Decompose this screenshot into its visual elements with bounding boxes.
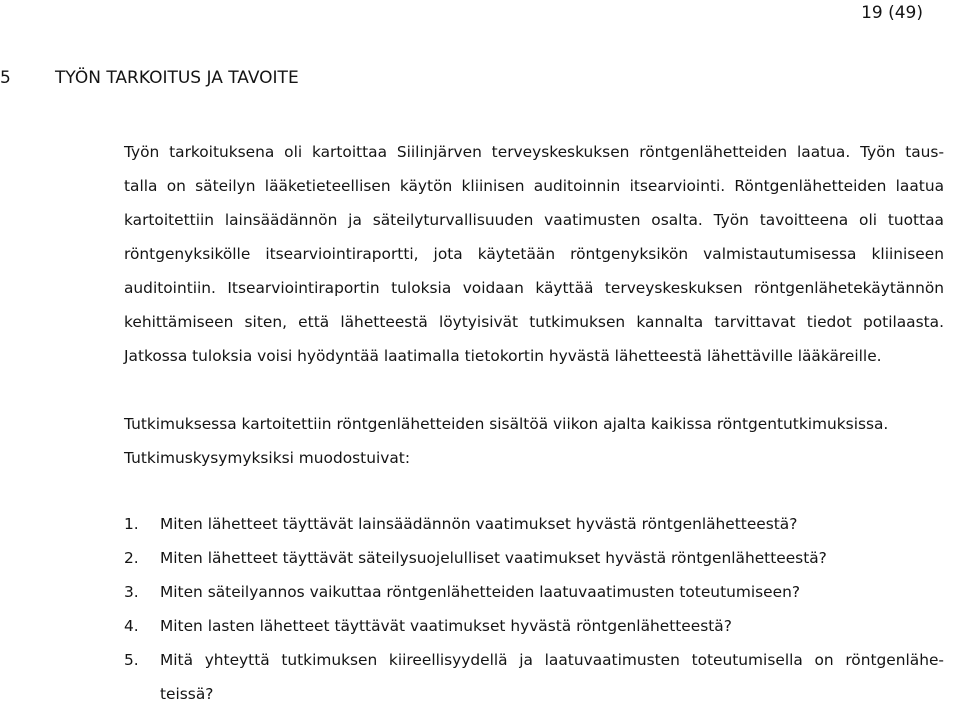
paragraph-line: Tutkimuksessa kartoitettiin röntgenlähetteiden sisältöä viikon ajalta kaikissa röntgentutkimuksissa. (124, 415, 889, 433)
list-item-number: 5. (124, 651, 139, 669)
paragraph-line: Työn tarkoituksena oli kartoittaa Siilinjärven terveyskeskuksen röntgenlähetteiden laatua. Työn taus- (124, 143, 944, 161)
section-title: TYÖN TARKOITUS JA TAVOITE (55, 68, 299, 88)
list-item-text: Miten lähetteet täyttävät lainsäädännön vaatimukset hyvästä röntgenlähetteestä? (160, 515, 798, 533)
paragraph-purpose (124, 135, 944, 373)
section-number: 5 (0, 68, 11, 88)
paragraph-line: kehittämiseen siten, että lähetteestä löytyisivät tutkimuksen kannalta tarvittavat tiedot potilaasta. (124, 313, 944, 331)
list-item (124, 575, 944, 609)
paragraph-line: kartoitettiin lainsäädännön ja säteilyturvallisuuden vaatimusten osalta. Työn tavoitteena oli tuottaa (124, 211, 944, 229)
list-item-number: 4. (124, 617, 139, 635)
paragraph-line: auditointiin. Itsearviointiraportin tuloksia voidaan käyttää terveyskeskuksen röntgenlähetekäytännön (124, 279, 944, 297)
page-number: 19 (49) (861, 3, 923, 23)
list-item-text: Miten lasten lähetteet täyttävät vaatimukset hyvästä röntgenlähetteestä? (160, 617, 732, 635)
paragraph-line: talla on säteilyn lääketieteellisen käytön kliinisen auditoinnin itsearviointi. Röntgenlähetteiden laatua (124, 177, 944, 195)
list-item (124, 541, 944, 575)
research-questions-list (124, 507, 944, 711)
list-item-number: 1. (124, 515, 139, 533)
list-item-text-continued: teissä? (160, 685, 214, 703)
list-item (124, 507, 944, 541)
list-item-text: Miten säteilyannos vaikuttaa röntgenlähetteiden laatuvaatimusten toteutumiseen? (160, 583, 801, 601)
paragraph-line: Jatkossa tuloksia voisi hyödyntää laatimalla tietokortin hyvästä lähetteestä lähettäville lääkäreille. (124, 347, 882, 365)
list-item-text: Mitä yhteyttä tutkimuksen kiireellisyydellä ja laatuvaatimusten toteutumisella on röntgenlähe- (160, 651, 944, 669)
paragraph-line: Tutkimuskysymyksiksi muodostuivat: (124, 449, 411, 467)
list-item-text: Miten lähetteet täyttävät säteilysuojelulliset vaatimukset hyvästä röntgenlähetteestä? (160, 549, 827, 567)
paragraph-method (124, 407, 944, 475)
paragraph-line: röntgenyksikölle itsearviointiraportti, jota käytetään röntgenyksikön valmistautumisessa kliiniseen (124, 245, 944, 263)
list-item (124, 609, 944, 643)
list-item-number: 2. (124, 549, 139, 567)
list-item (124, 643, 944, 711)
list-item-number: 3. (124, 583, 139, 601)
